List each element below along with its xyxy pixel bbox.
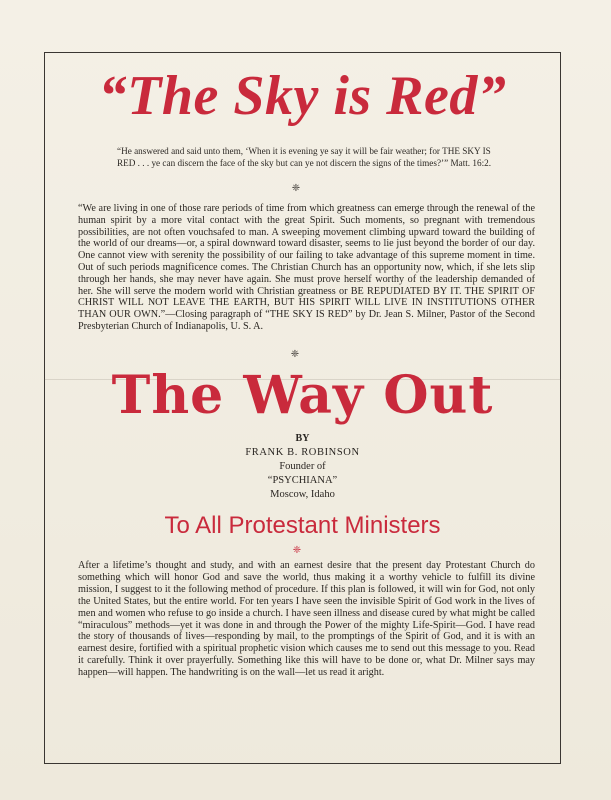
section-subtitle: To All Protestant Ministers (164, 512, 441, 539)
intro-paragraph: “We are living in one of those rare periods of time from which greatness can emerge through the renewal of the human spirit by a more vital contact with the great Spirit. Such moments, so pregnant with tremendous possibilities, are not often vouchsafed to man. A sweeping movement climbing upward toward the building of the world of our dreams—or, a spiral downward toward disaster, seems to lie just beyond the border of our day. One cannot view with serenity the possibility of our failing to take advantage of this supreme moment in time. Out of such periods magnificence comes. The Christian Church has an opportunity now, which, if she lets slip through her hands, she may never have again. She must prove herself worthy of the leadership demanded of her. She will serve the modern world with Christian greatness or BE REPUDIATED BY IT. THE SPIRIT OF CHRIST WILL NOT LEAVE THE EARTH, BUT HIS SPIRIT WILL LIVE IN INSTITUTIONS OTHER THAN OUR OWN.”—Closing paragraph of “THE SKY IS RED” by Dr. Jean S. Milner, Pastor of the Second Presbyterian Church of Indianapolis, U. S. A. (78, 203, 535, 332)
author-name: FRANK B. ROBINSON (245, 447, 360, 458)
byline (44, 432, 561, 502)
author-role: Founder of (279, 461, 326, 472)
headline-sky-is-red: “The Sky is Red” (98, 65, 507, 127)
ornament-divider: ❈ (292, 545, 302, 556)
location-text: Moscow, Idaho (270, 489, 335, 500)
headline-way-out: The Way Out (111, 365, 494, 426)
body-paragraph: After a lifetime’s thought and study, and with an earnest desire that the present day Protestant Church do something which will honor God and save the world, thus making it a worthy vehicle to fulfill its divine mission, I suggest to it the following method of procedure. If this plan is followed, it will win for God, not only the United States, but the entire world. For ten years I have seen the invisible Spirit of God work in the lives of men and women who refuse to go inside a church. I have seen illness and disease cured by what might be called “miraculous” methods—yet it was done in and through the Power of the mighty Life-Spirit—God. I have read the story of thousands of lives—responding by mail, to the promptings of the Spirit of God, and it is with an earnest desire, fortified with a spiritual prophetic vision which causes me to send out this message to you. Read it carefully. Think it over prayerfully. Something like this will have to be done or, what Dr. Milner says may happen—will happen. The handwriting is on the wall—let us read it aright. (78, 560, 535, 679)
ornament-divider: ❈ (291, 183, 301, 194)
organization-name: “PSYCHIANA” (267, 475, 338, 486)
byline-by: BY (295, 433, 310, 444)
ornament-divider: ❈ (290, 349, 300, 360)
scripture-quote: “He answered and said unto them, ‘When it is evening ye say it will be fair weather; for THE SKY IS RED . . . ye can discern the face of the sky but can ye not discern the signs of the times?’” Matt. 16:2. (117, 146, 492, 168)
